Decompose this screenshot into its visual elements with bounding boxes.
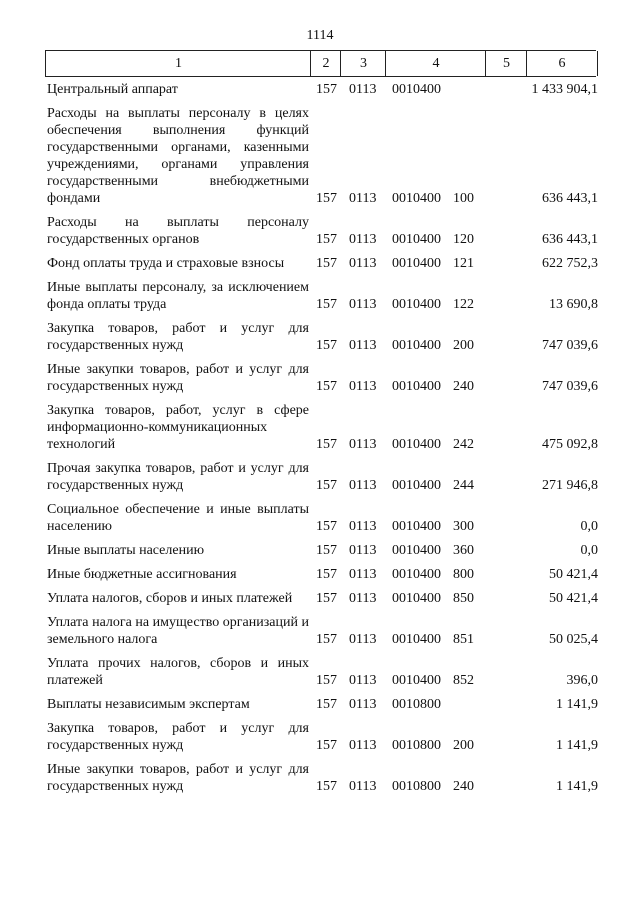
row-razdel: 0113 — [349, 673, 377, 688]
row-name: Закупка товаров, работ, услуг в сфере информационно-коммуникационных технологий — [47, 403, 309, 452]
row-codes — [0, 296, 640, 313]
table-row — [0, 720, 640, 754]
row-vr: 244 — [453, 478, 474, 493]
row-vr: 800 — [453, 567, 474, 582]
table-row — [0, 590, 640, 607]
row-razdel: 0113 — [349, 82, 377, 97]
row-vr: 360 — [453, 543, 474, 558]
row-sum: 0,0 — [580, 519, 598, 534]
row-name: Закупка товаров, работ и услуг для государственных нужд — [47, 321, 309, 353]
row-glava: 157 — [316, 232, 337, 247]
row-sum: 1 433 904,1 — [531, 82, 598, 97]
row-glava: 157 — [316, 82, 337, 97]
page-number: 1114 — [306, 28, 334, 43]
table-row — [0, 105, 640, 207]
table-row — [0, 214, 640, 248]
row-glava: 157 — [316, 673, 337, 688]
row-codes — [0, 190, 640, 207]
row-codes — [0, 737, 640, 754]
row-csr: 0010400 — [392, 437, 441, 452]
row-csr: 0010800 — [392, 779, 441, 794]
table-row — [0, 460, 640, 494]
row-razdel: 0113 — [349, 191, 377, 206]
table-row — [0, 655, 640, 689]
row-razdel: 0113 — [349, 543, 377, 558]
row-name: Иные закупки товаров, работ и услуг для государственных нужд — [47, 762, 309, 794]
row-name: Уплата налогов, сборов и иных платежей — [47, 591, 293, 606]
row-razdel: 0113 — [349, 478, 377, 493]
header-cell-vr: 5 — [485, 51, 527, 76]
row-sum: 1 141,9 — [556, 738, 598, 753]
row-razdel: 0113 — [349, 567, 377, 582]
row-name: Иные выплаты персоналу, за исключением фонда оплаты труда — [47, 280, 309, 312]
row-vr: 300 — [453, 519, 474, 534]
header-cell-razdel: 3 — [340, 51, 386, 76]
table-row — [0, 81, 640, 98]
row-codes — [0, 696, 640, 713]
row-glava: 157 — [316, 191, 337, 206]
row-razdel: 0113 — [349, 779, 377, 794]
row-codes — [0, 542, 640, 559]
row-name: Прочая закупка товаров, работ и услуг для государственных нужд — [47, 461, 309, 493]
row-name: Центральный аппарат — [47, 82, 178, 97]
row-csr: 0010400 — [392, 632, 441, 647]
row-sum: 622 752,3 — [542, 256, 598, 271]
row-csr: 0010400 — [392, 232, 441, 247]
table-row — [0, 361, 640, 395]
row-csr: 0010400 — [392, 543, 441, 558]
row-name: Расходы на выплаты персоналу государственных органов — [47, 215, 309, 247]
table-row — [0, 279, 640, 313]
row-razdel: 0113 — [349, 232, 377, 247]
row-razdel: 0113 — [349, 519, 377, 534]
row-sum: 13 690,8 — [549, 297, 598, 312]
row-name: Расходы на выплаты персоналу в целях обеспечения выполнения функций государственными органами, казенными учреждениями, органами управления государственными внебюджетными фондами — [47, 106, 309, 206]
row-glava: 157 — [316, 379, 337, 394]
row-name: Иные закупки товаров, работ и услуг для государственных нужд — [47, 362, 309, 394]
row-glava: 157 — [316, 567, 337, 582]
row-codes — [0, 436, 640, 453]
row-vr: 850 — [453, 591, 474, 606]
row-vr: 120 — [453, 232, 474, 247]
row-codes — [0, 477, 640, 494]
row-glava: 157 — [316, 297, 337, 312]
row-sum: 1 141,9 — [556, 697, 598, 712]
row-razdel: 0113 — [349, 338, 377, 353]
row-csr: 0010800 — [392, 738, 441, 753]
row-vr: 200 — [453, 338, 474, 353]
row-razdel: 0113 — [349, 437, 377, 452]
row-name: Фонд оплаты труда и страховые взносы — [47, 256, 285, 271]
row-codes — [0, 81, 640, 98]
row-csr: 0010400 — [392, 591, 441, 606]
row-codes — [0, 778, 640, 795]
row-csr: 0010400 — [392, 673, 441, 688]
header-cell-name: 1 — [45, 51, 311, 76]
header-cell-csr: 4 — [385, 51, 486, 76]
row-name: Иные бюджетные ассигнования — [47, 567, 237, 582]
row-name: Уплата прочих налогов, сборов и иных платежей — [47, 656, 309, 688]
row-codes — [0, 255, 640, 272]
row-vr: 851 — [453, 632, 474, 647]
row-name: Социальное обеспечение и иные выплаты населению — [47, 502, 309, 534]
table-row — [0, 696, 640, 713]
table-row — [0, 320, 640, 354]
row-sum: 747 039,6 — [542, 379, 598, 394]
table-header — [45, 50, 596, 77]
row-csr: 0010400 — [392, 478, 441, 493]
row-csr: 0010400 — [392, 256, 441, 271]
row-razdel: 0113 — [349, 738, 377, 753]
row-razdel: 0113 — [349, 256, 377, 271]
table-row — [0, 255, 640, 272]
row-glava: 157 — [316, 338, 337, 353]
row-codes — [0, 518, 640, 535]
row-codes — [0, 378, 640, 395]
row-vr: 242 — [453, 437, 474, 452]
row-name: Выплаты независимым экспертам — [47, 697, 250, 712]
row-csr: 0010400 — [392, 379, 441, 394]
row-sum: 1 141,9 — [556, 779, 598, 794]
row-codes — [0, 337, 640, 354]
row-sum: 747 039,6 — [542, 338, 598, 353]
row-sum: 396,0 — [566, 673, 598, 688]
row-glava: 157 — [316, 543, 337, 558]
row-codes — [0, 590, 640, 607]
header-cell-sum: 6 — [526, 51, 598, 76]
row-codes — [0, 631, 640, 648]
table-row — [0, 761, 640, 795]
row-glava: 157 — [316, 779, 337, 794]
row-codes — [0, 672, 640, 689]
row-sum: 475 092,8 — [542, 437, 598, 452]
row-csr: 0010400 — [392, 297, 441, 312]
row-sum: 50 025,4 — [549, 632, 598, 647]
row-csr: 0010400 — [392, 82, 441, 97]
row-glava: 157 — [316, 697, 337, 712]
row-vr: 852 — [453, 673, 474, 688]
row-razdel: 0113 — [349, 591, 377, 606]
row-csr: 0010400 — [392, 519, 441, 534]
row-sum: 636 443,1 — [542, 191, 598, 206]
table-row — [0, 566, 640, 583]
row-codes — [0, 231, 640, 248]
row-vr: 121 — [453, 256, 474, 271]
row-glava: 157 — [316, 256, 337, 271]
row-sum: 50 421,4 — [549, 591, 598, 606]
row-name: Уплата налога на имущество организаций и земельного налога — [47, 615, 309, 647]
row-sum: 50 421,4 — [549, 567, 598, 582]
row-vr: 122 — [453, 297, 474, 312]
row-name: Иные выплаты населению — [47, 543, 205, 558]
table-row — [0, 614, 640, 648]
row-csr: 0010400 — [392, 191, 441, 206]
table-body — [0, 81, 640, 802]
row-csr: 0010800 — [392, 697, 441, 712]
header-cell-glava: 2 — [310, 51, 341, 76]
row-glava: 157 — [316, 478, 337, 493]
row-vr: 200 — [453, 738, 474, 753]
row-csr: 0010400 — [392, 567, 441, 582]
row-razdel: 0113 — [349, 297, 377, 312]
row-glava: 157 — [316, 591, 337, 606]
row-glava: 157 — [316, 437, 337, 452]
row-sum: 271 946,8 — [542, 478, 598, 493]
row-sum: 0,0 — [580, 543, 598, 558]
row-codes — [0, 566, 640, 583]
table-row — [0, 542, 640, 559]
row-razdel: 0113 — [349, 632, 377, 647]
row-vr: 100 — [453, 191, 474, 206]
row-name: Закупка товаров, работ и услуг для государственных нужд — [47, 721, 309, 753]
table-row — [0, 501, 640, 535]
row-csr: 0010400 — [392, 338, 441, 353]
row-glava: 157 — [316, 738, 337, 753]
row-vr: 240 — [453, 779, 474, 794]
table-row — [0, 402, 640, 453]
row-glava: 157 — [316, 519, 337, 534]
row-sum: 636 443,1 — [542, 232, 598, 247]
row-razdel: 0113 — [349, 697, 377, 712]
row-glava: 157 — [316, 632, 337, 647]
row-vr: 240 — [453, 379, 474, 394]
row-razdel: 0113 — [349, 379, 377, 394]
